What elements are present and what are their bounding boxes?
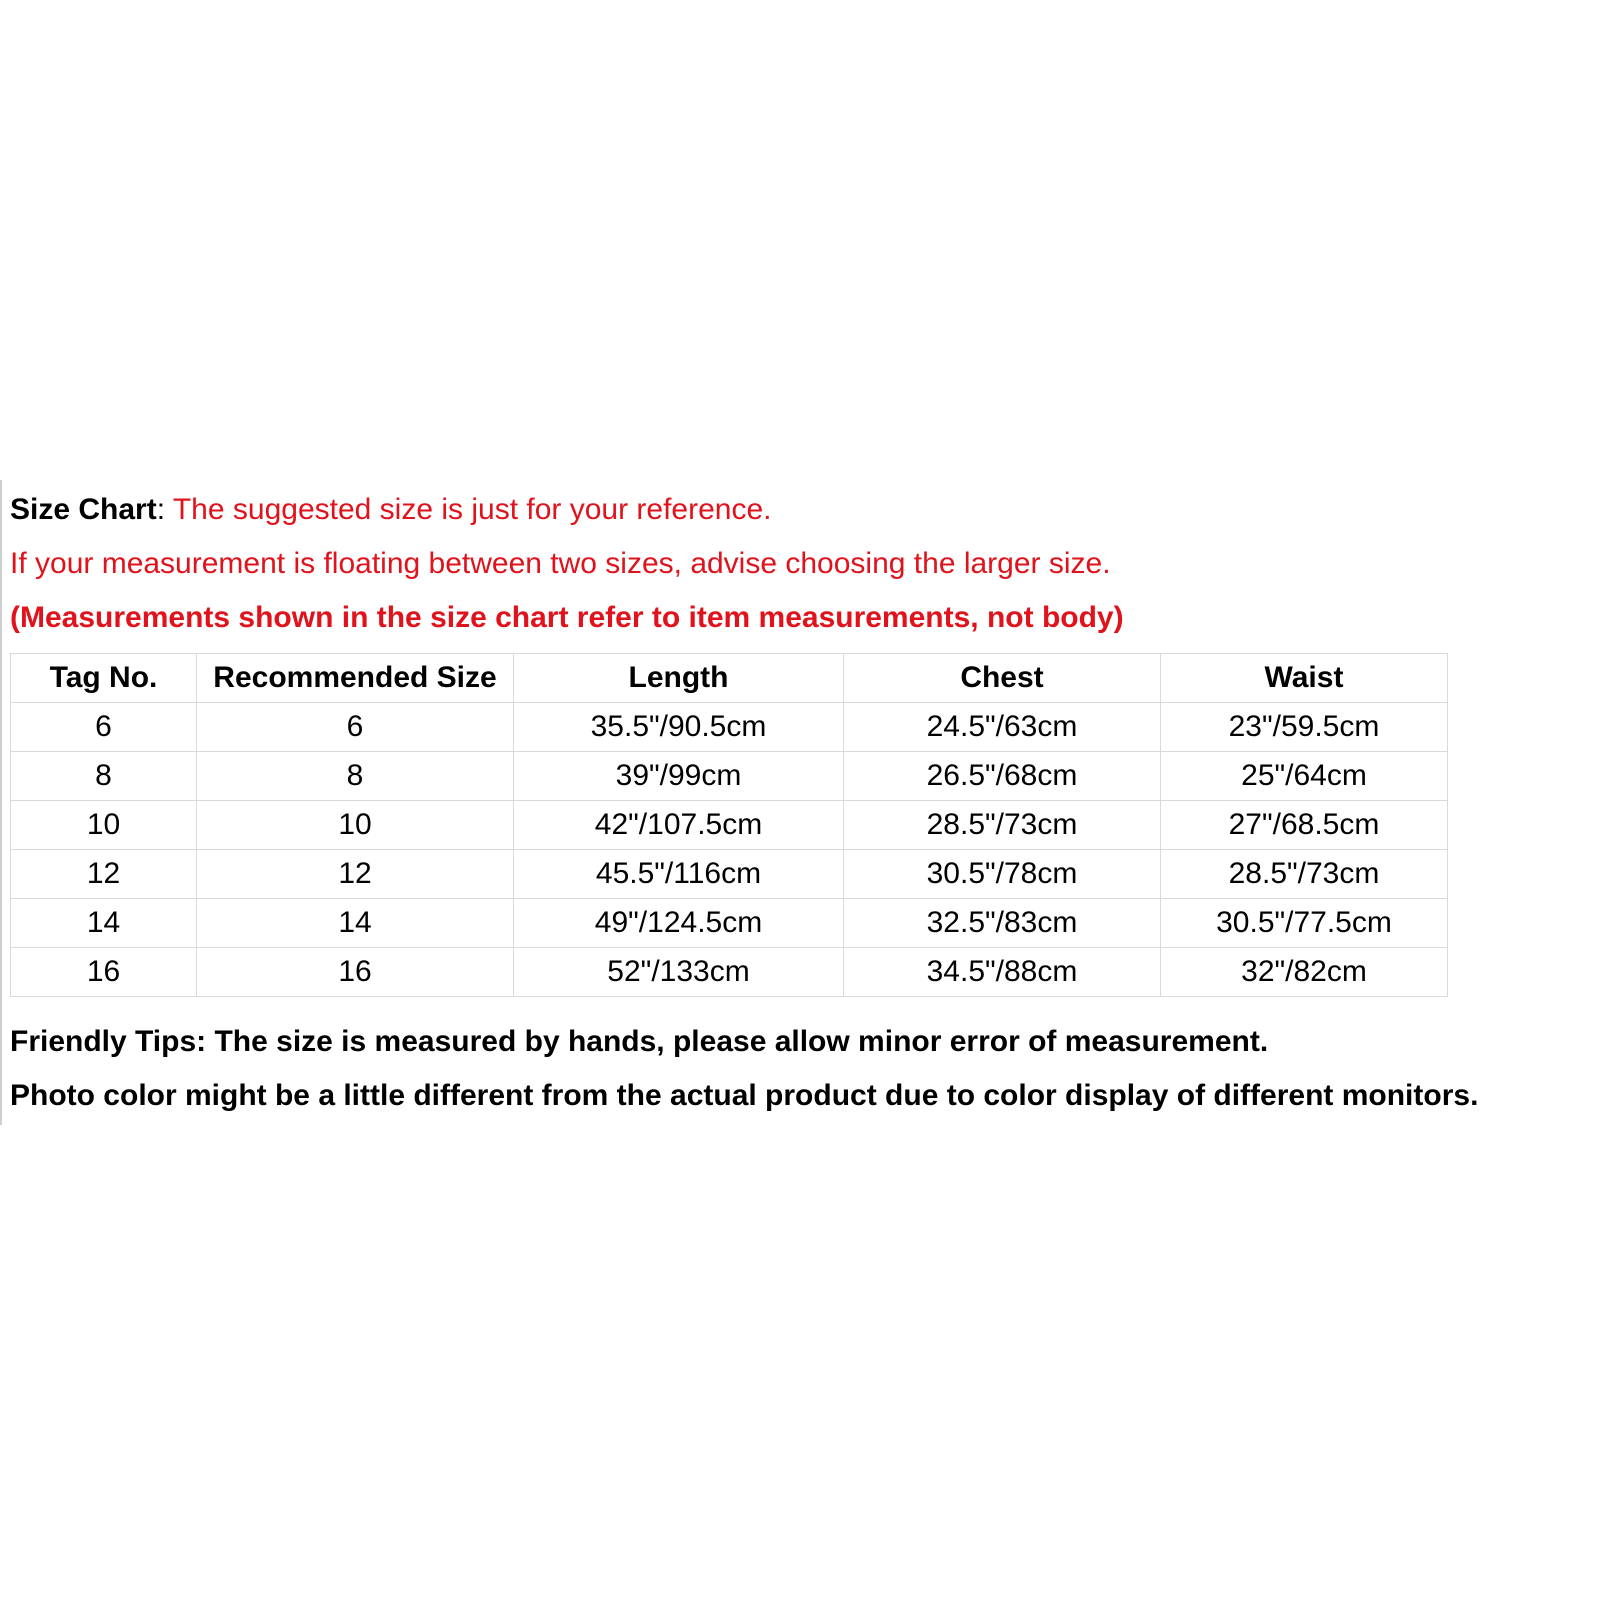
cell-waist: 23"/59.5cm [1161, 703, 1448, 752]
cell-waist: 25"/64cm [1161, 752, 1448, 801]
cell-chest: 30.5"/78cm [844, 850, 1161, 899]
cell-tag-no: 14 [11, 899, 197, 948]
size-chart-heading [10, 492, 771, 528]
cell-chest: 24.5"/63cm [844, 703, 1161, 752]
cell-recommended-size: 16 [197, 948, 514, 997]
cell-length: 45.5"/116cm [514, 850, 844, 899]
cell-tag-no: 6 [11, 703, 197, 752]
size-table [10, 653, 1448, 997]
cell-chest: 32.5"/83cm [844, 899, 1161, 948]
size-chart-section [0, 480, 1600, 1125]
table-header-row [11, 654, 1448, 703]
measurement-note: (Measurements shown in the size chart refer to item measurements, not body) [10, 601, 1124, 634]
size-chart-note: The suggested size is just for your reference. [165, 493, 772, 526]
size-chart-separator: : [156, 493, 166, 526]
table-row [11, 850, 1448, 899]
cell-recommended-size: 10 [197, 801, 514, 850]
cell-recommended-size: 12 [197, 850, 514, 899]
cell-waist: 28.5"/73cm [1161, 850, 1448, 899]
cell-waist: 30.5"/77.5cm [1161, 899, 1448, 948]
cell-recommended-size: 6 [197, 703, 514, 752]
cell-tag-no: 8 [11, 752, 197, 801]
cell-length: 39"/99cm [514, 752, 844, 801]
table-row [11, 752, 1448, 801]
cell-waist: 32"/82cm [1161, 948, 1448, 997]
cell-length: 35.5"/90.5cm [514, 703, 844, 752]
column-header-chest: Chest [844, 654, 1161, 703]
cell-length: 42"/107.5cm [514, 801, 844, 850]
friendly-tips: Friendly Tips: The size is measured by hands, please allow minor error of measurement. [10, 1025, 1269, 1058]
cell-chest: 28.5"/73cm [844, 801, 1161, 850]
column-header-length: Length [514, 654, 844, 703]
column-header-waist: Waist [1161, 654, 1448, 703]
cell-tag-no: 16 [11, 948, 197, 997]
size-advice: If your measurement is floating between two sizes, advise choosing the larger size. [10, 547, 1111, 580]
cell-waist: 27"/68.5cm [1161, 801, 1448, 850]
cell-tag-no: 12 [11, 850, 197, 899]
cell-recommended-size: 14 [197, 899, 514, 948]
photo-color-note: Photo color might be a little different from the actual product due to color display of different monitors. [10, 1079, 1479, 1112]
table-row [11, 801, 1448, 850]
column-header-recommended-size: Recommended Size [197, 654, 514, 703]
table-row [11, 948, 1448, 997]
table-row [11, 899, 1448, 948]
cell-chest: 26.5"/68cm [844, 752, 1161, 801]
table-row [11, 703, 1448, 752]
cell-recommended-size: 8 [197, 752, 514, 801]
cell-length: 52"/133cm [514, 948, 844, 997]
size-chart-label: Size Chart [10, 493, 157, 526]
cell-tag-no: 10 [11, 801, 197, 850]
cell-length: 49"/124.5cm [514, 899, 844, 948]
column-header-tag-no: Tag No. [11, 654, 197, 703]
cell-chest: 34.5"/88cm [844, 948, 1161, 997]
